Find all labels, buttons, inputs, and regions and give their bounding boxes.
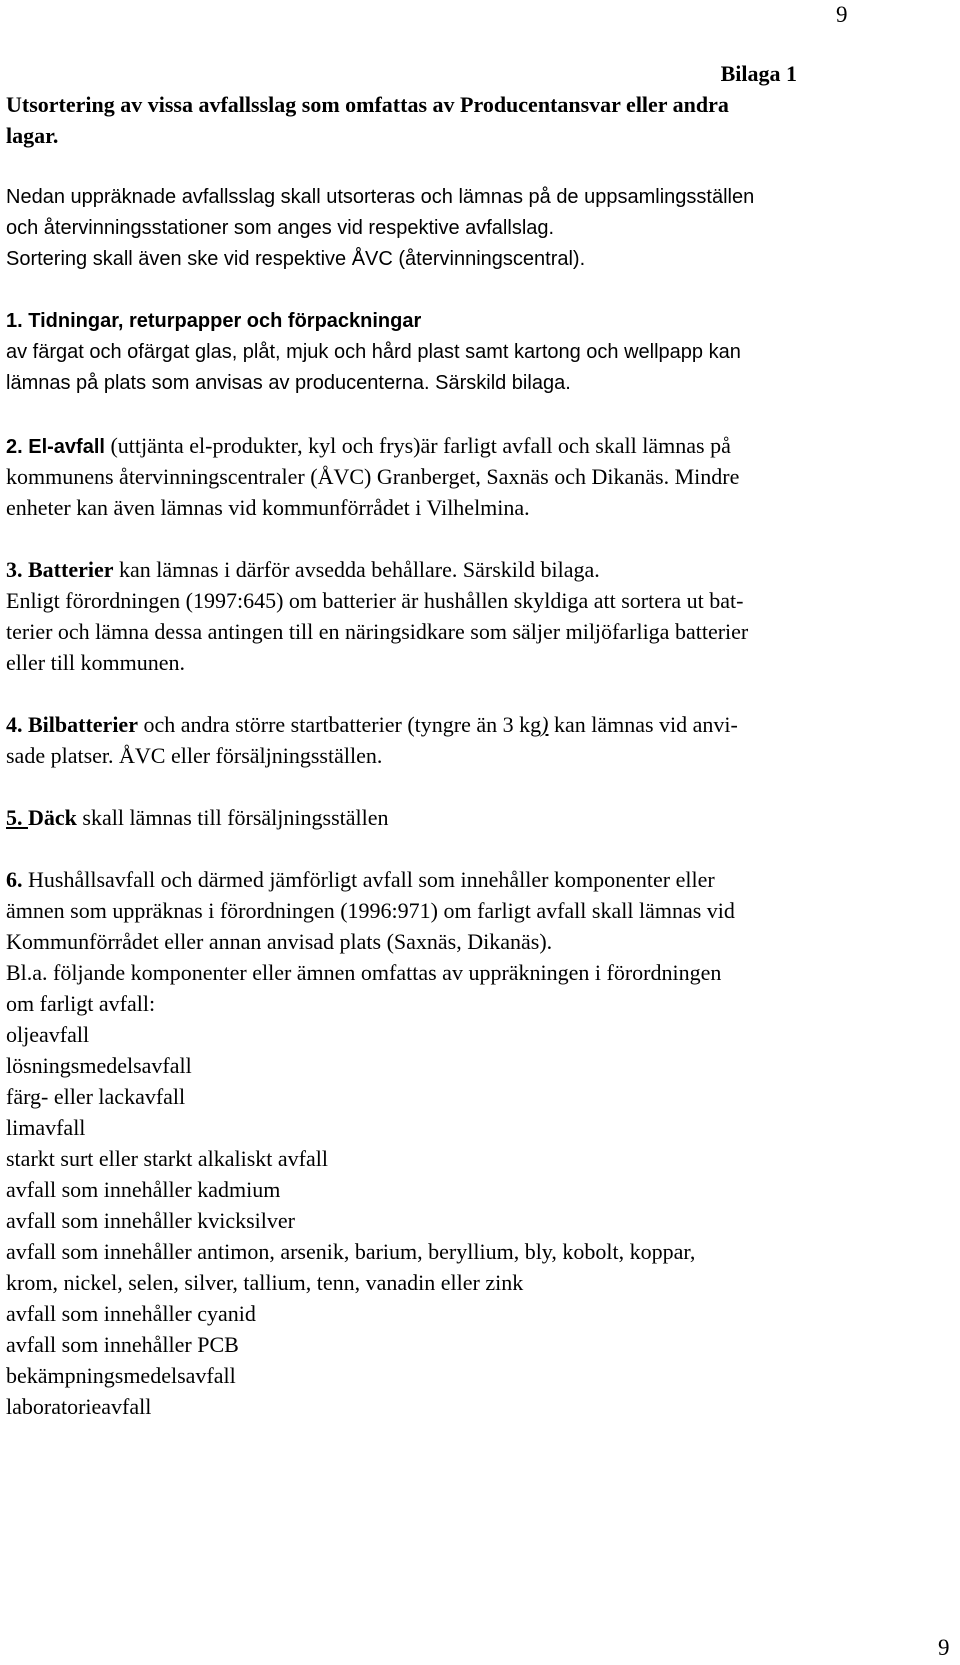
list-item: avfall som innehåller kadmium — [6, 1177, 281, 1202]
section-2-line-3: enheter kan även lämnas vid kommunförrådet i Vilhelmina. — [6, 495, 530, 520]
section-3-line-4: eller till kommunen. — [6, 650, 186, 675]
section-5-heading: Däck — [28, 805, 77, 830]
list-item: avfall som innehåller antimon, arsenik, barium, beryllium, bly, kobolt, koppar, — [6, 1239, 696, 1264]
list-item: avfall som innehåller cyanid — [6, 1301, 256, 1326]
section-4-heading: 4. Bilbatterier — [6, 712, 138, 737]
title-line-2: lagar. — [6, 123, 59, 148]
section-1-heading: 1. Tidningar, returpapper och förpackningar — [6, 310, 422, 332]
section-3-line-1: 3. Batterier kan lämnas i därför avsedda behållare. Särskild bilaga. — [6, 557, 600, 582]
section-3-line-3: terier och lämna dessa antingen till en näringsidkare som säljer miljöfarliga batterier — [6, 619, 749, 644]
list-item: avfall som innehåller PCB — [6, 1332, 239, 1357]
page-number-bottom: 9 — [938, 1635, 950, 1660]
list-item: bekämpningsmedelsavfall — [6, 1363, 236, 1388]
section-5-number: 5. — [6, 805, 28, 830]
title-line-1: Utsortering av vissa avfallsslag som omfattas av Producentansvar eller andra — [6, 92, 729, 117]
section-1-line-2: lämnas på plats som anvisas av producenterna. Särskild bilaga. — [6, 372, 571, 394]
list-item: lösningsmedelsavfall — [6, 1053, 192, 1078]
waste-list — [6, 1019, 942, 1422]
section-4-line-2: sade platser. ÅVC eller försäljningsställen. — [6, 743, 383, 768]
section-1-line-1: av färgat och ofärgat glas, plåt, mjuk och hård plast samt kartong och wellpapp kan — [6, 341, 741, 363]
list-item: oljeavfall — [6, 1022, 90, 1047]
section-6-number: 6. — [6, 867, 23, 892]
list-item: laboratorieavfall — [6, 1394, 152, 1419]
section-6-line-3: Kommunförrådet eller annan anvisad plats (Saxnäs, Dikanäs). — [6, 929, 553, 954]
intro-line-2: och återvinningsstationer som anges vid respektive avfallslag. — [6, 217, 555, 239]
list-item: krom, nickel, selen, silver, tallium, tenn, vanadin eller zink — [6, 1270, 524, 1295]
document-body — [6, 58, 942, 1422]
list-item: färg- eller lackavfall — [6, 1084, 186, 1109]
intro-line-3: Sortering skall även ske vid respektive ÅVC (återvinningscentral). — [6, 248, 586, 270]
list-item: limavfall — [6, 1115, 86, 1140]
section-3-line-2: Enligt förordningen (1997:645) om batterier är hushållen skyldiga att sortera ut bat- — [6, 588, 744, 613]
section-2-line-1: 2. El-avfall (uttjänta el-produkter, kyl och frys)är farligt avfall och skall lämnas på — [6, 433, 731, 458]
section-6-line-1: 6. Hushållsavfall och därmed jämförligt avfall som innehåller komponenter eller — [6, 867, 715, 892]
section-4-line-1: 4. Bilbatterier och andra större startbatterier (tyngre än 3 kg) kan lämnas vid anvi- — [6, 712, 738, 737]
appendix-label: Bilaga 1 — [720, 61, 797, 86]
intro-line-1: Nedan uppräknade avfallsslag skall utsorteras och lämnas på de uppsamlingsställen — [6, 186, 755, 208]
section-2-heading: 2. El-avfall — [6, 436, 105, 458]
section-5-line: 5. Däck skall lämnas till försäljningsställen — [6, 805, 389, 830]
list-item: avfall som innehåller kvicksilver — [6, 1208, 295, 1233]
section-6-line-4: Bl.a. följande komponenter eller ämnen omfattas av uppräkningen i förordningen — [6, 960, 722, 985]
section-2-line-2: kommunens återvinningscentraler (ÅVC) Granberget, Saxnäs och Dikanäs. Mindre — [6, 464, 740, 489]
section-6-line-5: om farligt avfall: — [6, 991, 156, 1016]
page-number-top: 9 — [836, 2, 848, 27]
section-3-heading: 3. Batterier — [6, 557, 114, 582]
list-item: starkt surt eller starkt alkaliskt avfall — [6, 1146, 328, 1171]
section-6-line-2: ämnen som uppräknas i förordningen (1996:971) om farligt avfall skall lämnas vid — [6, 898, 735, 923]
